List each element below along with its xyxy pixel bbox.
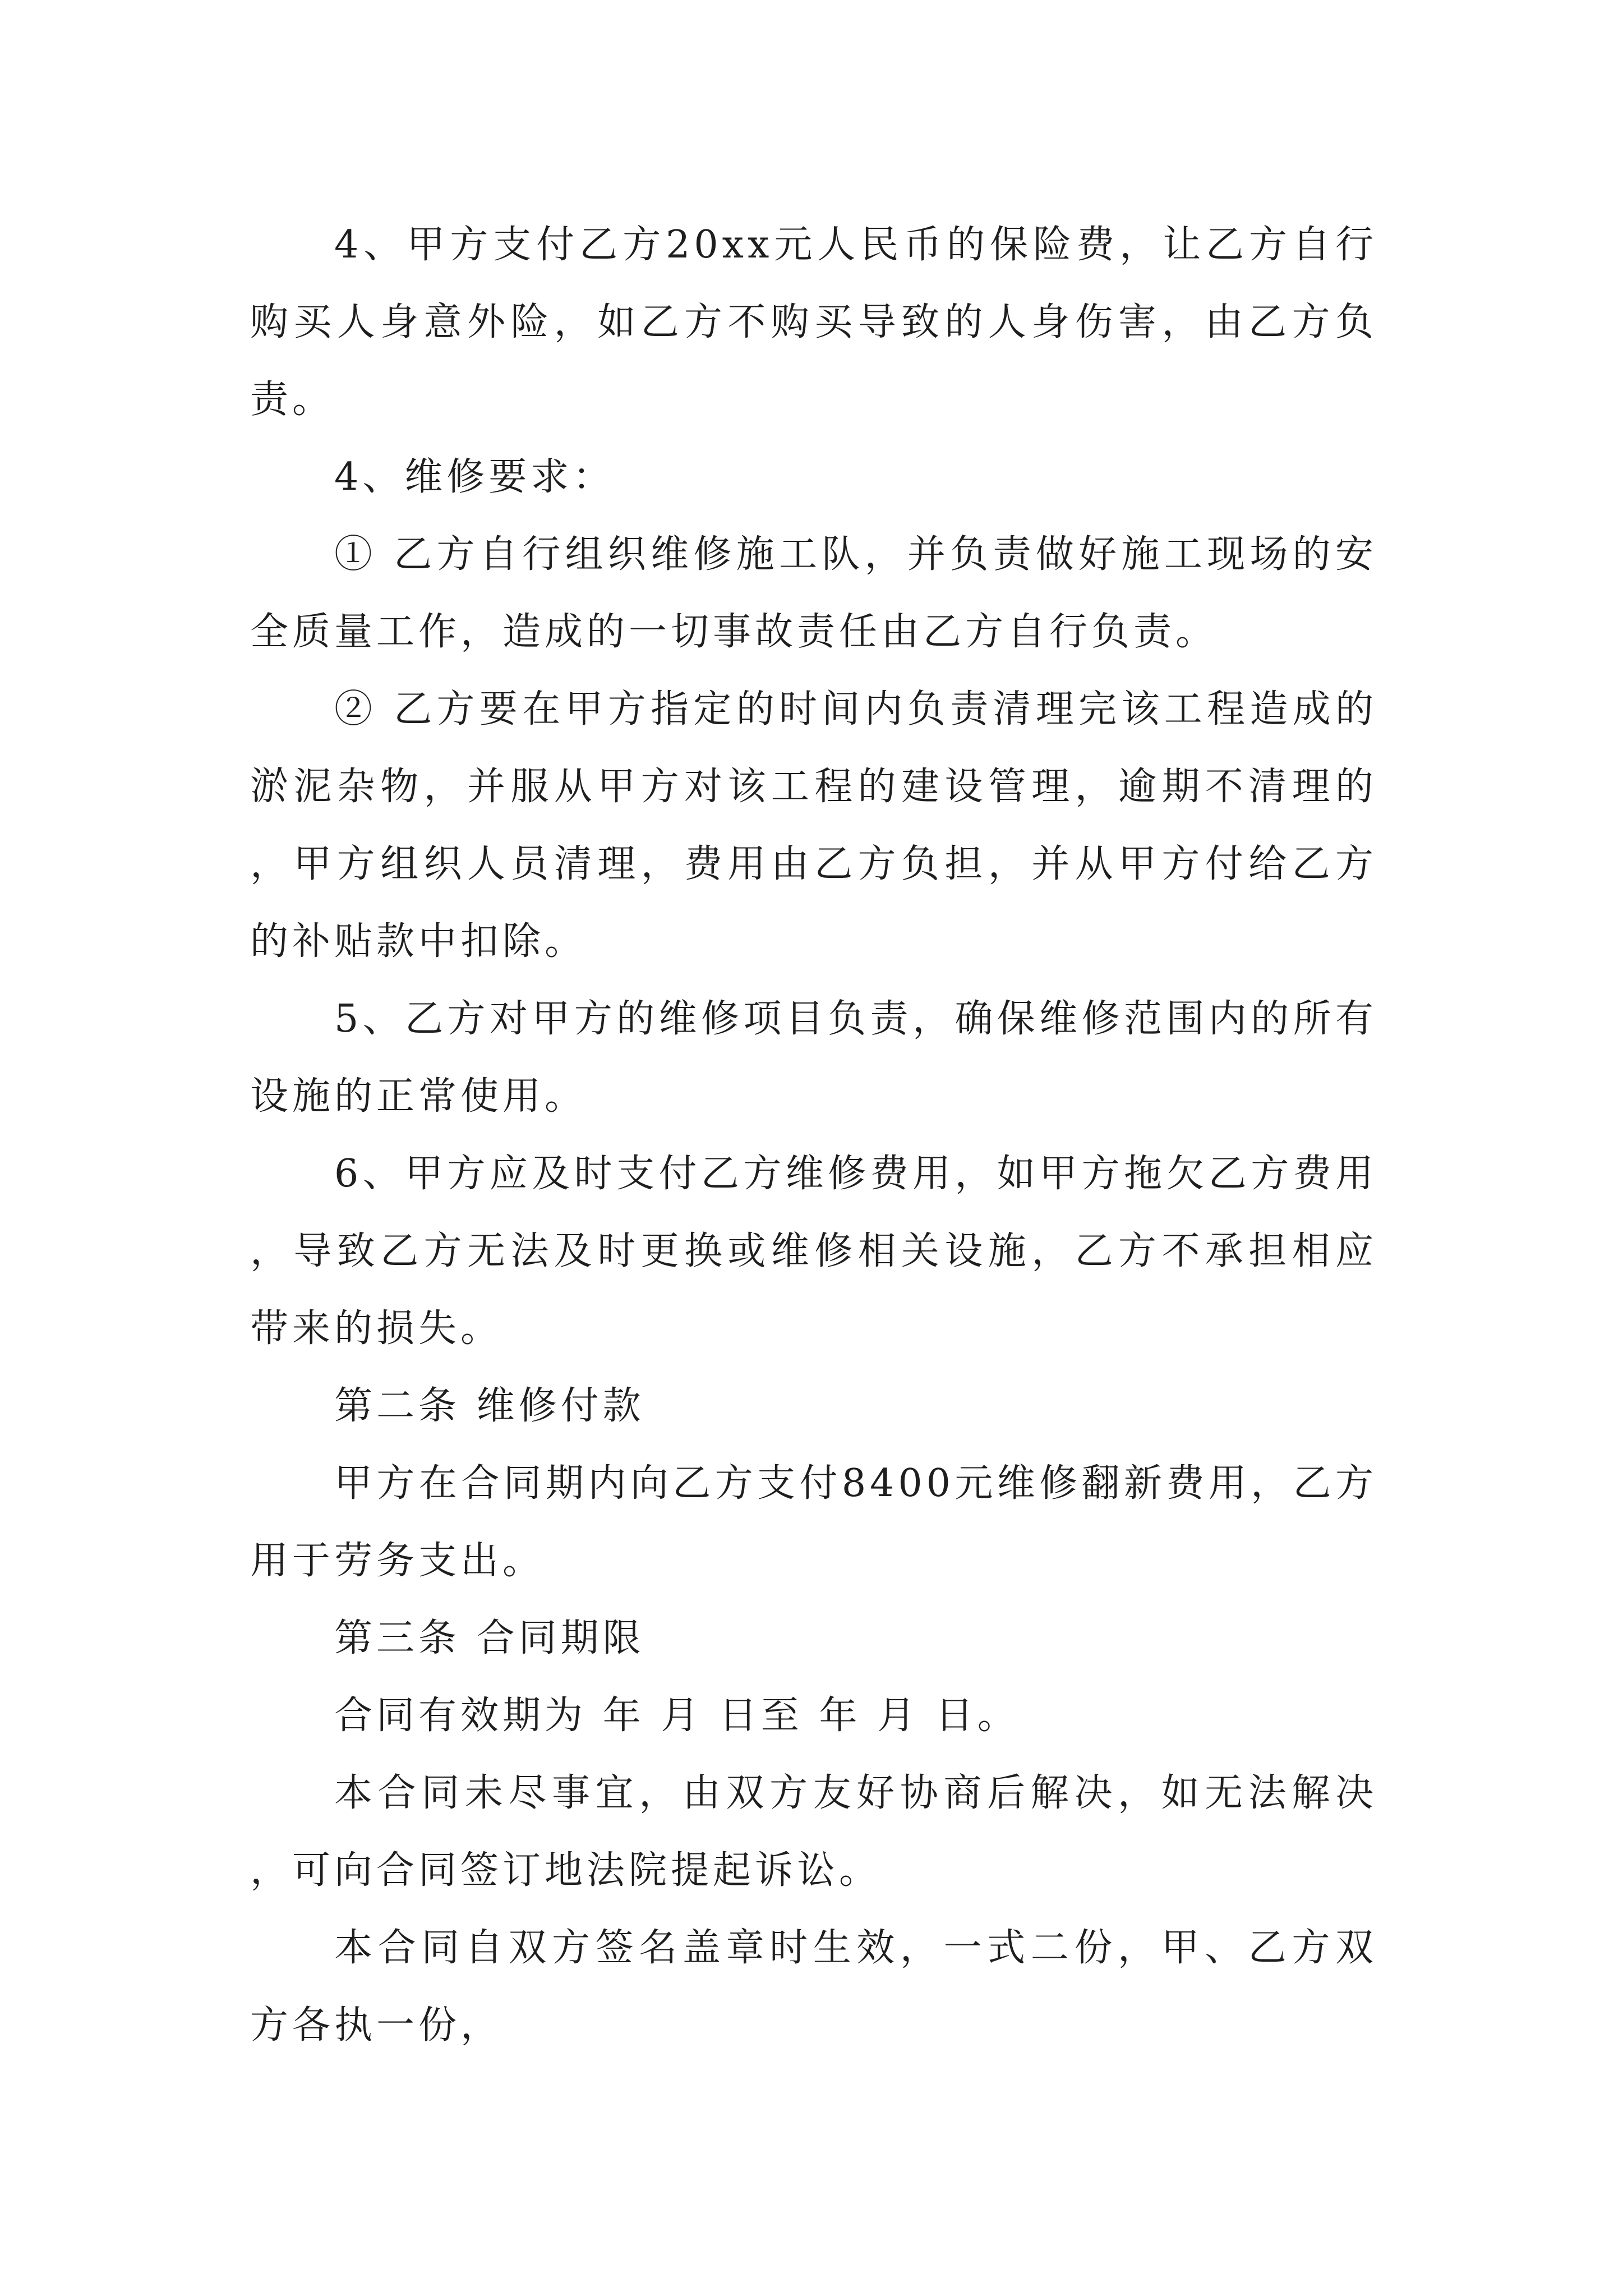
article-3-body: 合同有效期为 年 月 日至 年 月 日。 xyxy=(334,1694,1020,1738)
clause-insurance-fee: 4、甲方支付乙方20xx元人民币的保险费，让乙方自行购买人身意外险，如乙方不购买导致的人身伤害，由乙方负责。 xyxy=(250,223,1377,422)
document-body xyxy=(250,206,1377,2064)
clause-repair-requirement-2: ② 乙方要在甲方指定的时间内负责清理完该工程造成的淤泥杂物，并服从甲方对该工程的建设管理，逾期不清理的，甲方组织人员清理，费用由乙方负担，并从甲方付给乙方的补贴款中扣除。 xyxy=(250,687,1377,964)
article-2-body: 甲方在合同期内向乙方支付8400元维修翻新费用，乙方用于劳务支出。 xyxy=(250,1461,1377,1583)
clause-repair-requirements-heading: 4、维修要求： xyxy=(334,455,615,499)
article-3-heading: 第三条 合同期限 xyxy=(334,1616,645,1660)
clause-repair-responsibility: 5、乙方对甲方的维修项目负责，确保维修范围内的所有设施的正常使用。 xyxy=(250,997,1377,1119)
article-2-heading: 第二条 维修付款 xyxy=(334,1384,645,1428)
clause-repair-requirement-1: ① 乙方自行组织维修施工队，并负责做好施工现场的安全质量工作，造成的一切事故责任由乙方自行负责。 xyxy=(250,532,1377,654)
clause-effectiveness: 本合同自双方签名盖章时生效，一式二份，甲、乙方双方各执一份， xyxy=(250,1926,1377,2047)
clause-payment-obligation: 6、甲方应及时支付乙方维修费用，如甲方拖欠乙方费用，导致乙方无法及时更换或维修相关设施，乙方不承担相应带来的损失。 xyxy=(250,1152,1377,1351)
clause-dispute-resolution: 本合同未尽事宜，由双方友好协商后解决，如无法解决，可向合同签订地法院提起诉讼。 xyxy=(250,1771,1377,1893)
